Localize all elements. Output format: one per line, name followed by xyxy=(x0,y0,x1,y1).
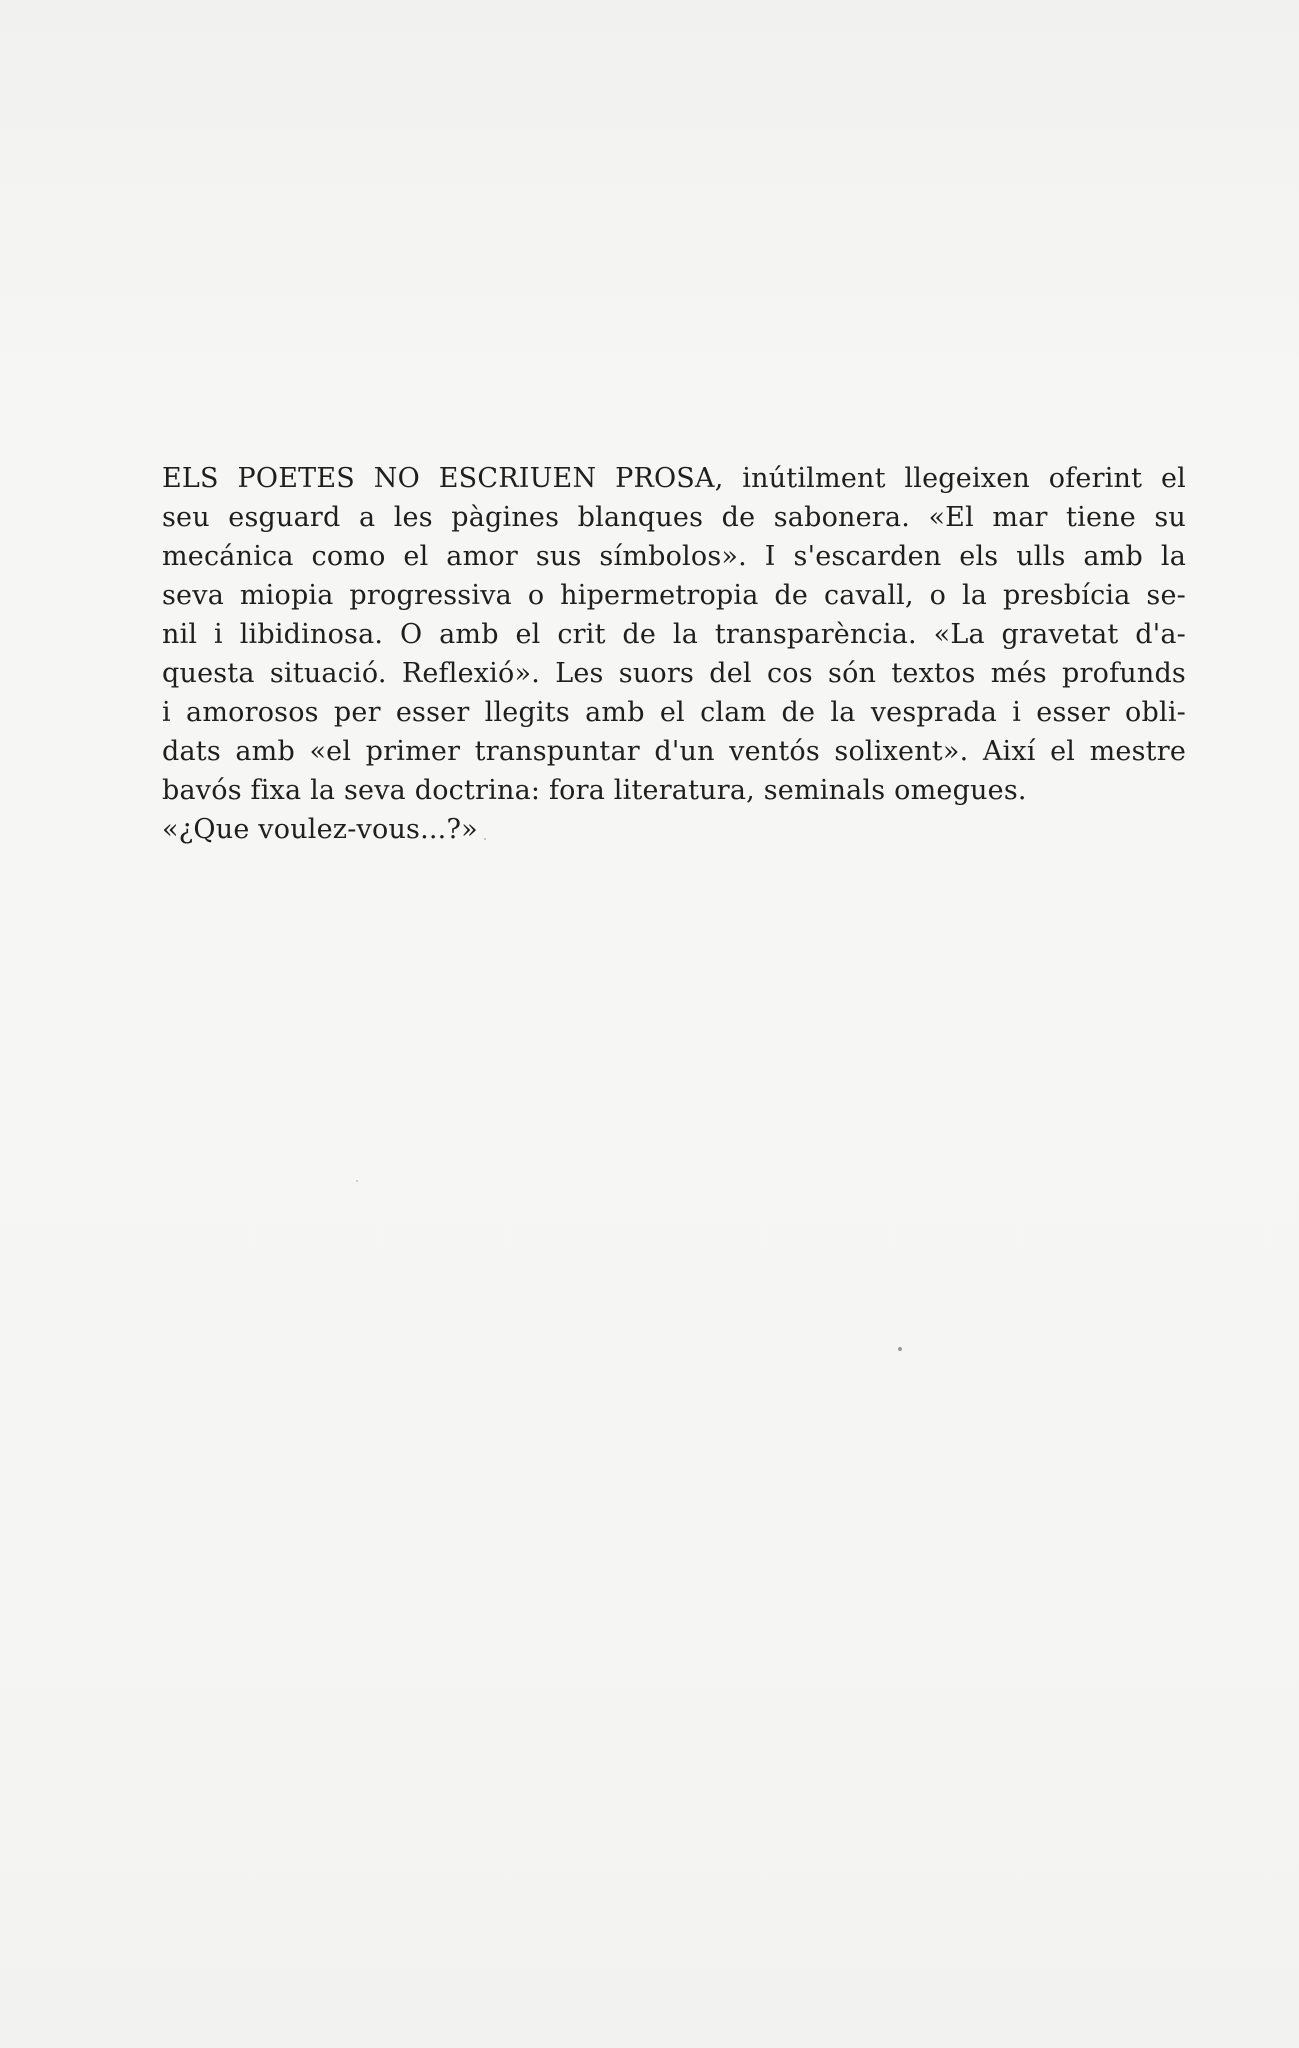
text-line-7: i amorosos per esser llegits amb el clam de la vesprada i esser obli- xyxy=(162,697,1186,728)
paper-speck xyxy=(484,838,486,840)
paper-speck xyxy=(356,1180,358,1182)
text-line-1: ELS POETES NO ESCRIUEN PROSA, inútilment llegeixen oferint el xyxy=(162,463,1186,494)
paper-speck xyxy=(898,1347,902,1351)
text-line-4: seva miopia progressiva o hipermetropia de cavall, o la presbícia se- xyxy=(162,580,1186,611)
text-line-5: nil i libidinosa. O amb el crit de la transparència. «La gravetat d'a- xyxy=(162,619,1186,650)
text-line-3: mecánica como el amor sus símbolos». I s'escarden els ulls amb la xyxy=(162,541,1186,572)
text-line-10: «¿Que voulez-vous...?» xyxy=(162,814,478,845)
text-line-8: dats amb «el primer transpuntar d'un ventós solixent». Així el mestre xyxy=(162,736,1186,767)
prose-paragraph xyxy=(162,459,1186,849)
text-line-2: seu esguard a les pàgines blanques de sabonera. «El mar tiene su xyxy=(162,502,1186,533)
text-line-6: questa situació. Reflexió». Les suors del cos són textos més profunds xyxy=(162,658,1186,689)
text-line-9: bavós fixa la seva doctrina: fora literatura, seminals omegues. xyxy=(162,775,1027,806)
